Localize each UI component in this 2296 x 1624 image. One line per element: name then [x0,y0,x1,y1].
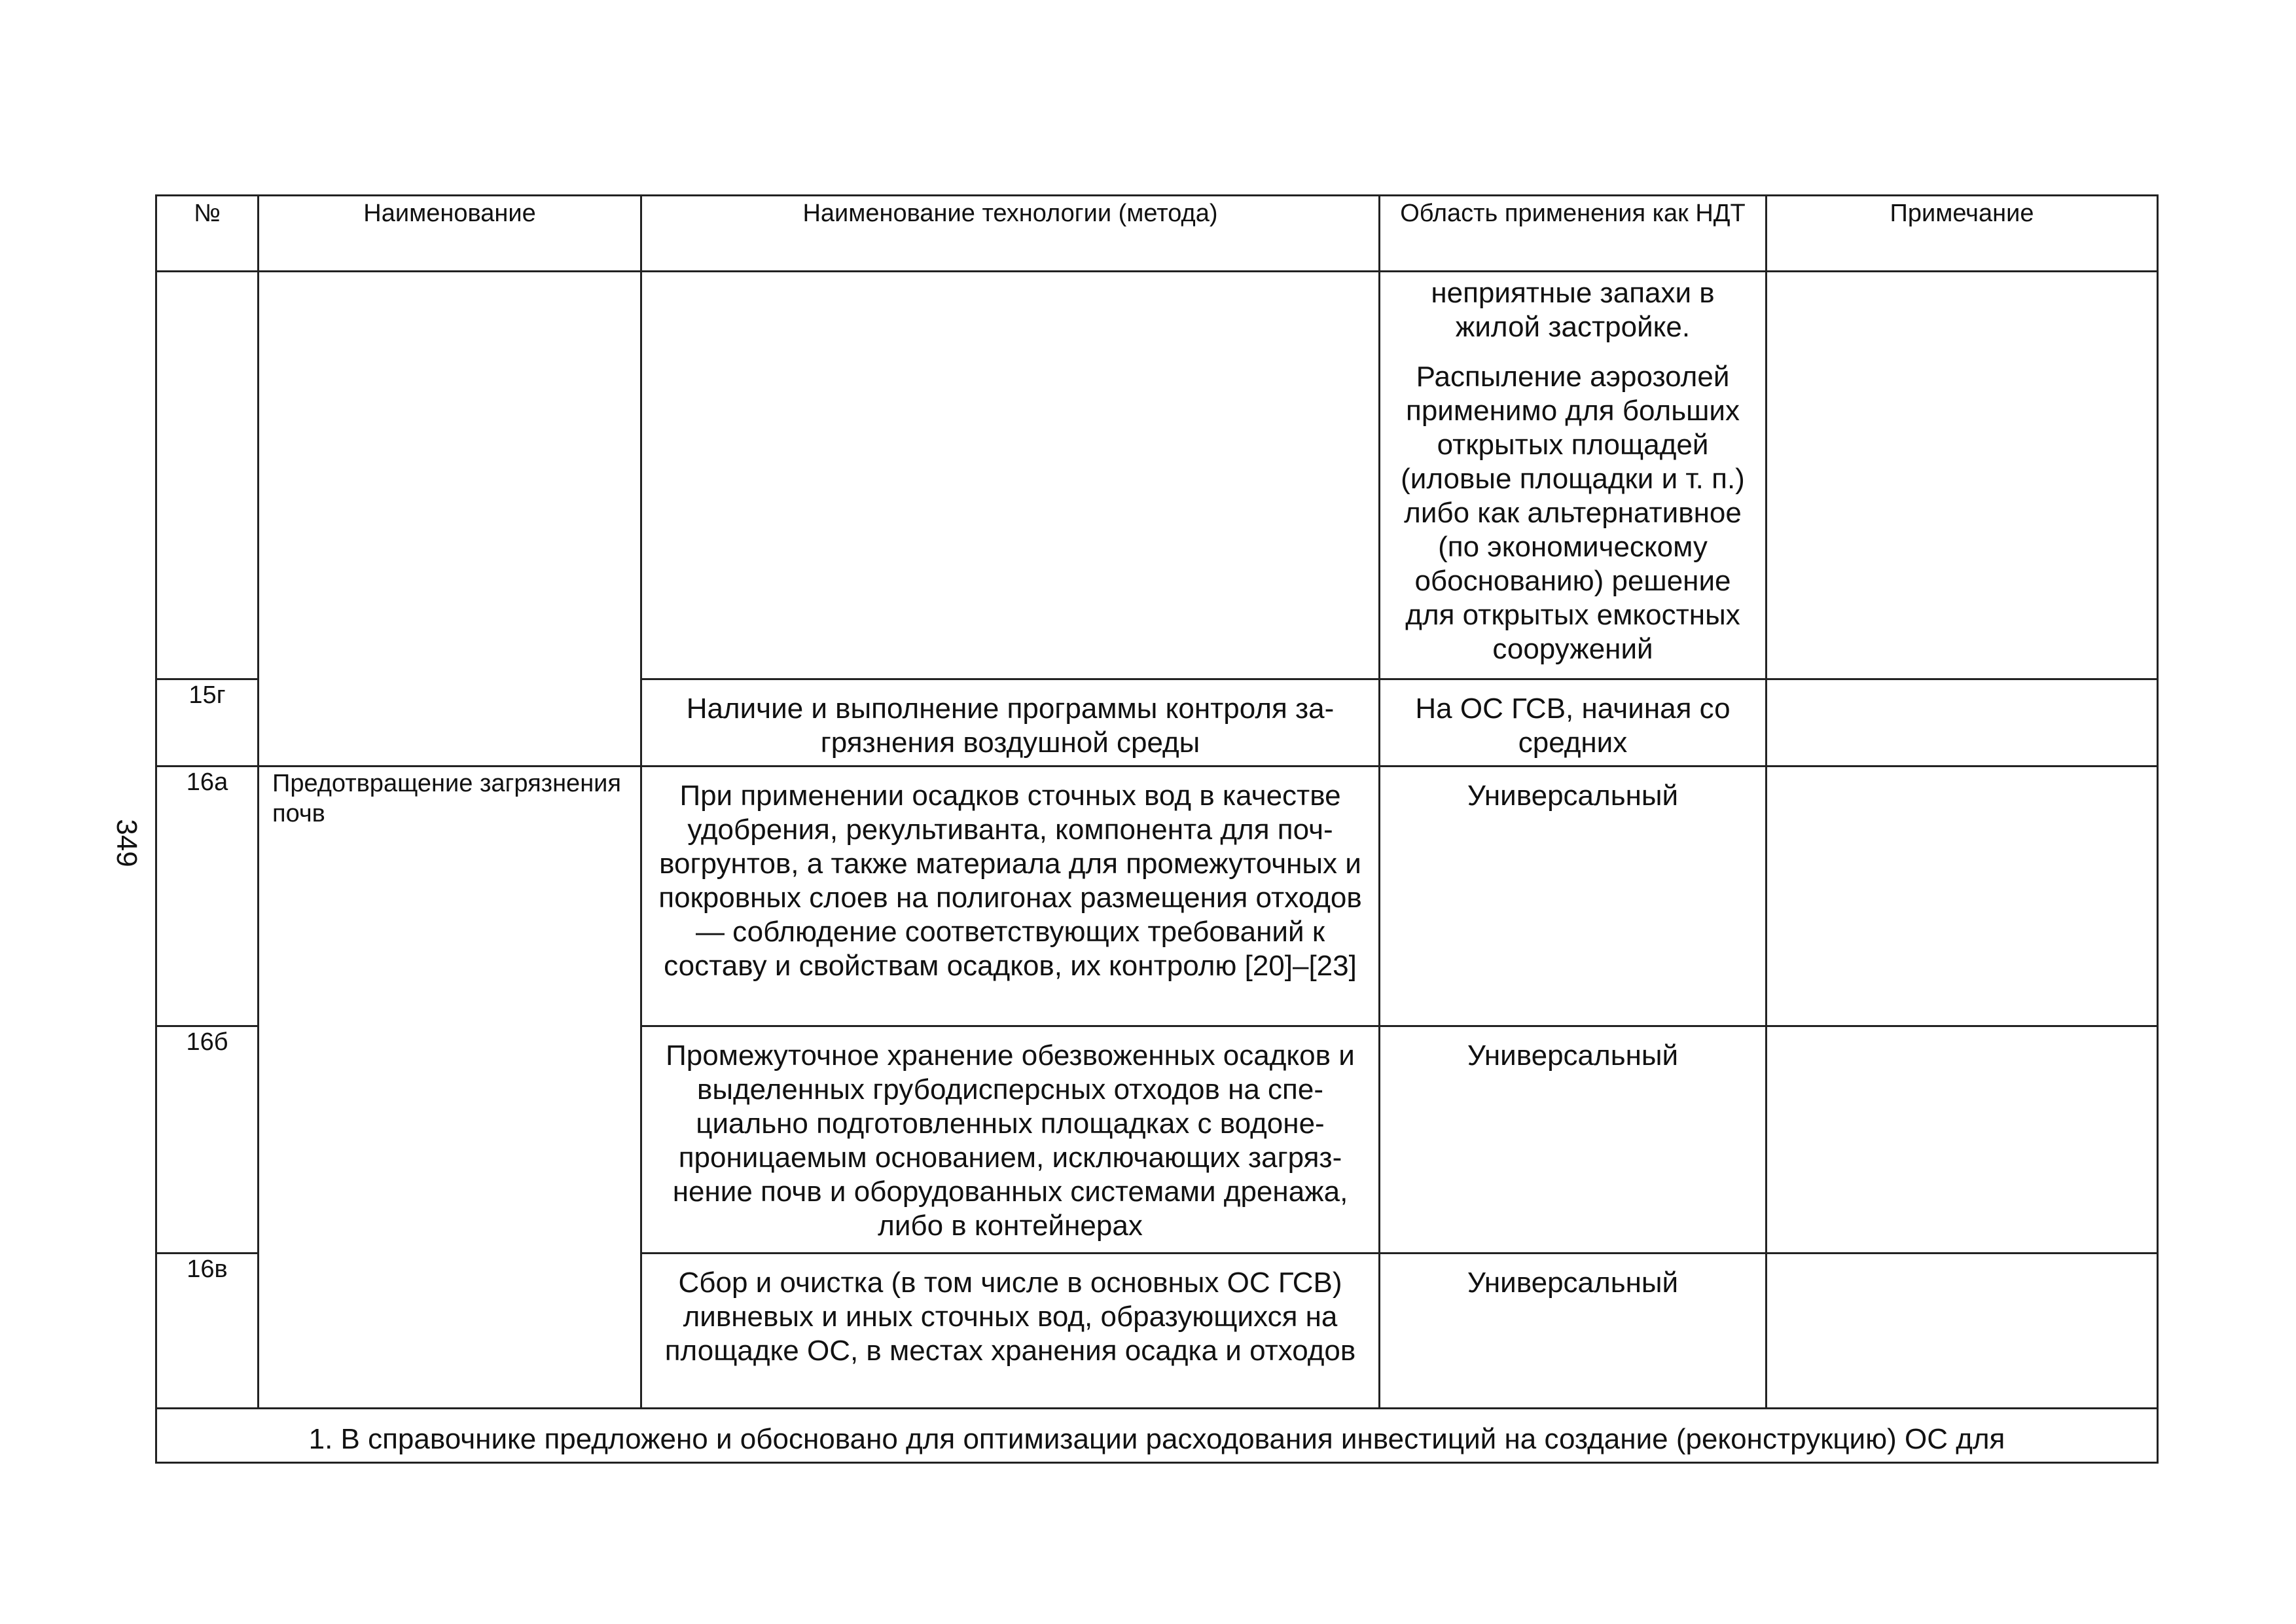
table-row [156,767,2158,1026]
row-application-area: Универсальный [1380,1254,1767,1409]
header-number: № [156,196,259,272]
table-header-row [156,196,2158,272]
row-number: 16а [156,767,259,1026]
row-note [1767,767,2158,1026]
row-technology [641,272,1380,679]
row-note [1767,679,2158,767]
header-note: Примечание [1767,196,2158,272]
ndt-table [155,194,2159,1464]
area-paragraph: неприятные запахи в жилой застройке. [1431,277,1715,343]
row-note [1767,1254,2158,1409]
row-application-area [1380,272,1767,679]
page-number: 349 [111,819,143,867]
row-note [1767,1026,2158,1254]
row-application-area: На ОС ГСВ, начиная со средних [1380,679,1767,767]
row-technology: При применении осадков сточных вод в качестве удобрения, рекультиванта, компонента для почвогрунтов, а также материала для промежуточных и покровных слоев на полигонах размещения отходов — соблюдение соответствующих требований к составу и свойствам осадков, их контролю [20]–[23] [641,767,1380,1026]
row-technology: Наличие и выполнение программы контроля загрязнения воздушной среды [641,679,1380,767]
header-application-area: Область применения как НДТ [1380,196,1767,272]
row-technology: Промежуточное хранение обезвоженных осадков и выделенных грубодисперсных отходов на специально подготовленных площадках с водонепроницаемым основанием, исключающих загрязнение почв и оборудованных системами дренажа, либо в контейнерах [641,1026,1380,1254]
table-row [156,272,2158,679]
row-name: Предотвращение загрязнения почв [259,767,641,1409]
row-number: 15г [156,679,259,767]
row-application-area: Универсальный [1380,767,1767,1026]
row-application-area: Универсальный [1380,1026,1767,1254]
area-paragraph: Распыление аэрозолей применимо для больших открытых площадей (иловые площадки и т. п.) либо как альтернативное (по экономическому обоснованию) решение для открытых емкостных сооружений [1401,361,1745,665]
footer-note: 1. В справочнике предложено и обосновано для оптимизации расходования инвестиций на создание (реконструкцию) ОС для [156,1409,2158,1463]
header-technology: Наименование технологии (метода) [641,196,1380,272]
row-number [156,272,259,679]
header-name: Наименование [259,196,641,272]
row-number: 16б [156,1026,259,1254]
row-number: 16в [156,1254,259,1409]
row-technology: Сбор и очистка (в том числе в основных ОС ГСВ) ливневых и иных сточных вод, образующихся на площадке ОС, в местах хранения осадка и отходов [641,1254,1380,1409]
table-footer-row [156,1409,2158,1463]
row-name [259,272,641,767]
row-note [1767,272,2158,679]
